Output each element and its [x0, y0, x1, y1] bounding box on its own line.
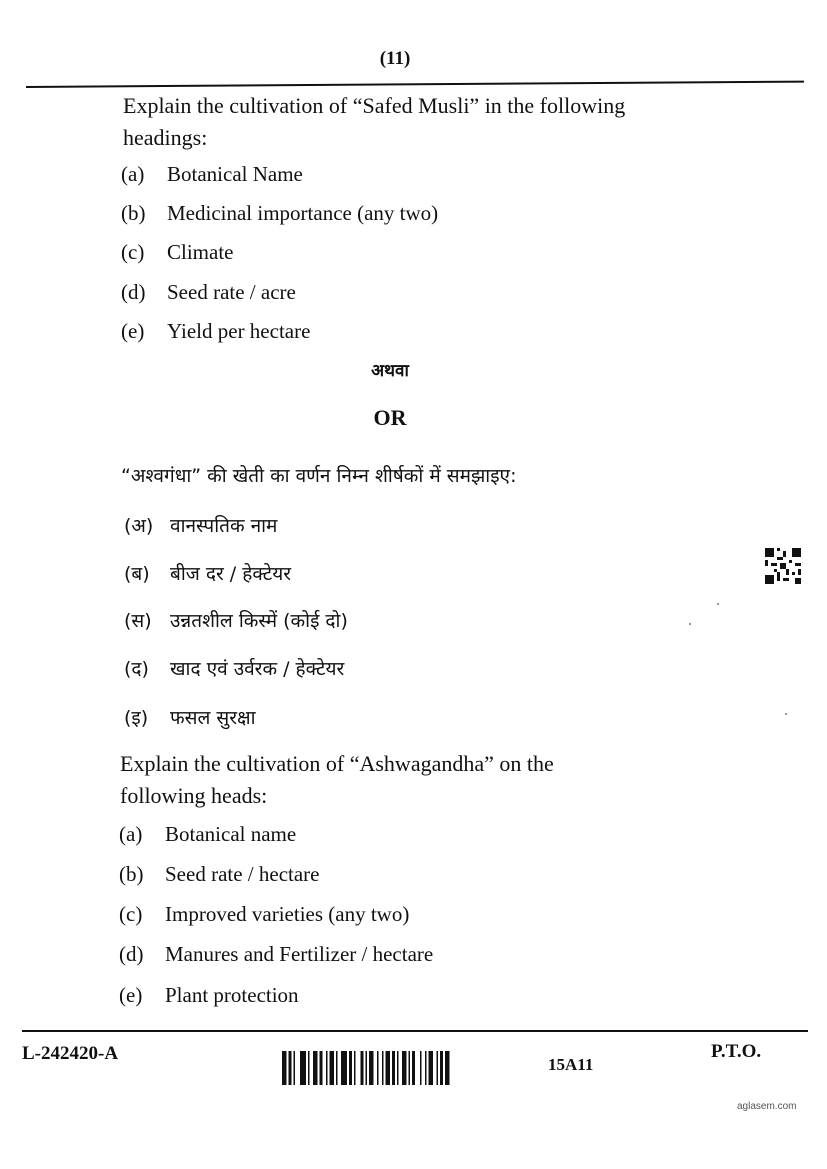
- barcode-bar: [366, 1051, 368, 1085]
- item-text: Botanical name: [165, 822, 297, 846]
- footer-rule: [22, 1030, 808, 1032]
- barcode-bar: [300, 1051, 306, 1085]
- header-rule: [26, 81, 804, 88]
- item-text: वानस्पतिक नाम: [170, 515, 278, 537]
- list-item: [119, 983, 299, 1008]
- question-ashwagandha-english: Explain the cultivation of “Ashwagandha” on the following heads:: [120, 751, 554, 808]
- list-item: [124, 704, 256, 730]
- item-label: (अ): [124, 515, 154, 537]
- item-label: (d): [119, 942, 144, 966]
- barcode-bar: [361, 1051, 364, 1085]
- question-ashwagandha-hindi: “अश्वगंधा” की खेती का वर्णन निम्न शीर्षकों में समझाइए:: [121, 465, 517, 487]
- barcode-bar: [425, 1051, 427, 1085]
- barcode-bar: [320, 1051, 323, 1085]
- item-text: Manures and Fertilizer / hectare: [165, 942, 434, 966]
- list-item: [121, 201, 438, 226]
- barcode-bar: [282, 1051, 287, 1085]
- item-label: (c): [121, 240, 145, 264]
- barcode-bar: [409, 1051, 411, 1085]
- barcode-bar: [354, 1051, 356, 1085]
- item-label: (b): [119, 862, 144, 886]
- series-code: 15A11: [548, 1055, 594, 1074]
- list-item: [121, 162, 303, 187]
- barcode-bar: [412, 1051, 415, 1085]
- item-label: (c): [119, 902, 143, 926]
- item-text: उन्नतशील किस्में (कोई दो): [170, 610, 348, 632]
- barcode-bar: [369, 1051, 374, 1085]
- barcode-bar: [377, 1051, 379, 1085]
- watermark: aglasem.com: [737, 1101, 797, 1112]
- or-separator-english: OR: [373, 405, 407, 430]
- barcode-bar: [326, 1051, 328, 1085]
- barcode-bar: [289, 1051, 292, 1085]
- scan-speck: [717, 603, 719, 605]
- item-text: बीज दर / हेक्टेयर: [170, 563, 292, 585]
- barcode-bar: [445, 1051, 450, 1085]
- barcode-bar: [386, 1051, 391, 1085]
- list-item: [124, 607, 348, 633]
- page-number: (11): [379, 48, 411, 69]
- barcode-bar: [294, 1051, 296, 1085]
- list-item: [124, 512, 277, 538]
- item-label: (e): [121, 319, 145, 343]
- barcode-bar: [392, 1051, 395, 1085]
- list-item: [119, 902, 409, 927]
- item-label: (a): [121, 162, 145, 186]
- barcode-bar: [330, 1051, 335, 1085]
- item-label: (ब): [124, 563, 150, 585]
- or-separator-hindi: अथवा: [371, 361, 409, 381]
- barcode-bar: [349, 1051, 352, 1085]
- item-text: Improved varieties (any two): [165, 902, 410, 926]
- list-item: [121, 240, 234, 265]
- barcode-bar: [341, 1051, 347, 1085]
- scan-speck: [689, 623, 691, 625]
- list-item: [119, 862, 320, 887]
- item-label: (e): [119, 983, 143, 1007]
- item-text: फसल सुरक्षा: [170, 707, 256, 729]
- list-item: [119, 822, 296, 847]
- list-item: [124, 560, 291, 586]
- item-label: (स): [124, 610, 152, 632]
- question-safed-musli: Explain the cultivation of “Safed Musli” in the following headings:: [123, 93, 626, 150]
- barcode-bar: [313, 1051, 318, 1085]
- paper-code: L-242420-A: [22, 1043, 119, 1064]
- qr-code-icon: [765, 548, 801, 584]
- item-label: (द): [124, 658, 149, 680]
- item-text: खाद एवं उर्वरक / हेक्टेयर: [170, 658, 345, 680]
- list-item: [121, 319, 310, 344]
- item-text: Medicinal importance (any two): [167, 201, 439, 225]
- item-text: Seed rate / acre: [167, 280, 296, 304]
- barcode-bar: [397, 1051, 399, 1085]
- barcode-bar: [437, 1051, 439, 1085]
- item-label: (d): [121, 280, 146, 304]
- item-text: Botanical Name: [167, 162, 303, 186]
- barcode-bar: [420, 1051, 422, 1085]
- pto-label: P.T.O.: [711, 1041, 762, 1062]
- item-text: Yield per hectare: [167, 319, 311, 343]
- barcode-icon: [282, 1051, 514, 1085]
- barcode-bar: [382, 1051, 384, 1085]
- barcode-bar: [402, 1051, 407, 1085]
- item-text: Climate: [167, 240, 234, 264]
- barcode-bar: [308, 1051, 310, 1085]
- barcode-bar: [336, 1051, 338, 1085]
- scan-speck: [785, 713, 787, 715]
- barcode-bar: [440, 1051, 443, 1085]
- item-label: (इ): [124, 707, 149, 729]
- list-item: [121, 280, 296, 305]
- item-text: Seed rate / hectare: [165, 862, 320, 886]
- barcode-bar: [429, 1051, 434, 1085]
- item-text: Plant protection: [165, 983, 299, 1007]
- list-item: [119, 942, 433, 967]
- item-label: (b): [121, 201, 146, 225]
- list-item: [124, 655, 344, 681]
- item-label: (a): [119, 822, 143, 846]
